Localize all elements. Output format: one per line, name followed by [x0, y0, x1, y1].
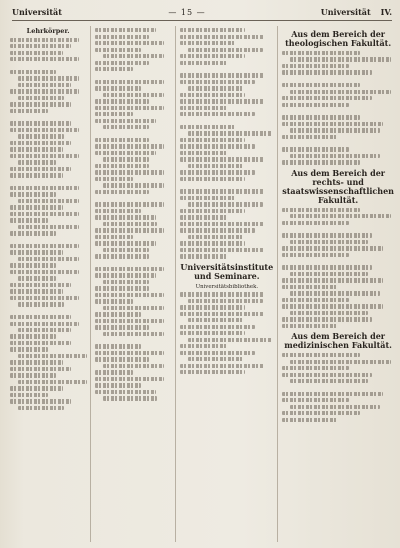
- text-line: [282, 70, 371, 74]
- text-line: [95, 215, 156, 219]
- text-line: [180, 189, 264, 193]
- text-line: [103, 248, 149, 252]
- text-line: [282, 285, 338, 289]
- text-line: [180, 151, 226, 155]
- text-line: [18, 406, 64, 410]
- text-line: [10, 263, 56, 267]
- text-line: [282, 135, 338, 139]
- text-line: [282, 253, 349, 257]
- text-line: [10, 44, 71, 48]
- text-line: [95, 67, 133, 71]
- text-line: [290, 360, 391, 364]
- text-line: [95, 48, 141, 52]
- text-line: [282, 64, 349, 68]
- text-line: [282, 353, 360, 357]
- text-line: [188, 235, 244, 239]
- text-line: [180, 325, 254, 329]
- text-line: [188, 318, 244, 322]
- text-line: [95, 99, 148, 103]
- text-line: [10, 334, 56, 338]
- text-line: [10, 393, 48, 397]
- text-line: [103, 396, 156, 400]
- text-line: [180, 331, 245, 335]
- text-line: [188, 202, 262, 206]
- text-line: [95, 344, 141, 348]
- column-3: [175, 26, 273, 542]
- text-line: [180, 125, 236, 129]
- text-line: [103, 364, 164, 368]
- column-2: [90, 26, 171, 542]
- text-line: [10, 399, 71, 403]
- text-line: [10, 244, 79, 248]
- text-line: [290, 272, 368, 276]
- text-line: [95, 151, 156, 155]
- text-line: [95, 35, 148, 39]
- text-line: [18, 257, 79, 261]
- section-number: IV.: [380, 7, 392, 17]
- text-line: [180, 106, 226, 110]
- text-line: [282, 278, 383, 282]
- text-line: [95, 106, 164, 110]
- text-line: [282, 411, 360, 415]
- text-line: [282, 208, 360, 212]
- text-line: [10, 57, 79, 61]
- text-line: [188, 357, 244, 361]
- text-line: [180, 93, 245, 97]
- text-line: [103, 54, 164, 58]
- text-line: [95, 293, 164, 297]
- text-line: [290, 57, 391, 61]
- text-line: [95, 325, 148, 329]
- header-left-title: Universität: [12, 7, 62, 17]
- text-line: [10, 212, 79, 216]
- text-line: [180, 170, 254, 174]
- text-line: [10, 283, 71, 287]
- text-line: [282, 51, 360, 55]
- text-line: [10, 341, 71, 345]
- text-line: [95, 144, 164, 148]
- text-line: [290, 128, 379, 132]
- text-line: [95, 241, 156, 245]
- text-line: [10, 205, 63, 209]
- text-line: [282, 83, 360, 87]
- text-line: [180, 351, 254, 355]
- text-line: [282, 147, 349, 151]
- text-line: [180, 364, 264, 368]
- page-header: [12, 5, 392, 19]
- text-line: [95, 254, 148, 258]
- text-line: [180, 41, 236, 45]
- text-line: [18, 380, 87, 384]
- column-3-heading: Universitätsinstitute und Seminare.: [180, 261, 274, 281]
- text-line: [180, 196, 236, 200]
- text-line: [10, 109, 48, 113]
- text-line: [95, 170, 164, 174]
- text-line: [103, 332, 164, 336]
- text-line: [103, 157, 149, 161]
- text-line: [282, 96, 371, 100]
- text-line: [95, 80, 164, 84]
- text-line: [95, 28, 156, 32]
- text-line: [180, 292, 264, 296]
- text-line: [282, 265, 371, 269]
- text-line: [282, 233, 371, 237]
- text-line: [282, 122, 383, 126]
- text-line: [95, 41, 164, 45]
- text-line: [95, 383, 141, 387]
- text-line: [282, 324, 338, 328]
- text-line: [95, 377, 164, 381]
- text-line: [95, 370, 133, 374]
- column-1-heading: Lehrkörper.: [26, 27, 70, 35]
- text-line: [95, 267, 164, 271]
- text-line: [180, 228, 254, 232]
- text-line: [10, 322, 79, 326]
- text-columns: [10, 26, 394, 542]
- text-line: [282, 373, 371, 377]
- text-line: [180, 177, 245, 181]
- text-line: [95, 286, 148, 290]
- text-line: [95, 138, 148, 142]
- text-line: [10, 231, 56, 235]
- text-line: [180, 157, 264, 161]
- text-line: [10, 147, 63, 151]
- text-line: [188, 48, 262, 52]
- medicine-heading: Aus dem Bereich der medizinischen Fakultät.: [284, 331, 392, 351]
- text-line: [180, 241, 245, 245]
- text-line: [95, 119, 156, 123]
- text-line: [95, 209, 141, 213]
- text-line: [282, 103, 349, 107]
- text-line: [18, 225, 79, 229]
- text-line: [103, 222, 156, 226]
- text-line: [18, 276, 56, 280]
- text-line: [290, 90, 391, 94]
- text-line: [10, 270, 79, 274]
- text-line: [10, 70, 56, 74]
- text-line: [18, 83, 71, 87]
- text-line: [18, 160, 56, 164]
- text-line: [282, 221, 349, 225]
- text-line: [282, 115, 360, 119]
- text-line: [10, 89, 79, 93]
- text-line: [18, 328, 71, 332]
- text-line: [18, 134, 64, 138]
- text-line: [180, 28, 245, 32]
- header-rule: [12, 20, 392, 21]
- library-subheading: Universitätsbibliothek.: [195, 283, 259, 290]
- text-line: [10, 296, 79, 300]
- text-line: [10, 218, 48, 222]
- text-line: [188, 338, 272, 342]
- text-line: [282, 246, 383, 250]
- law-heading: Aus dem Bereich der rechts- und staatswissenschaftlichen Fakultät.: [282, 167, 394, 205]
- text-line: [10, 289, 63, 293]
- text-line: [290, 291, 379, 295]
- text-line: [95, 390, 156, 394]
- text-line: [103, 93, 164, 97]
- text-line: [10, 121, 71, 125]
- text-line: [95, 299, 133, 303]
- text-line: [180, 80, 254, 84]
- text-line: [180, 222, 264, 226]
- text-line: [10, 192, 56, 196]
- text-line: [18, 354, 87, 358]
- text-line: [10, 250, 63, 254]
- text-line: [95, 357, 148, 361]
- text-line: [10, 51, 63, 55]
- text-line: [18, 199, 79, 203]
- text-line: [290, 379, 368, 383]
- text-line: [103, 306, 164, 310]
- text-line: [95, 273, 156, 277]
- text-line: [103, 183, 164, 187]
- text-line: [10, 367, 71, 371]
- text-line: [95, 112, 133, 116]
- text-line: [180, 312, 264, 316]
- text-line: [18, 96, 64, 100]
- text-line: [290, 214, 391, 218]
- text-line: [95, 312, 141, 316]
- text-line: [290, 154, 379, 158]
- text-line: [95, 61, 148, 65]
- column-4: [277, 26, 394, 542]
- text-line: [188, 164, 244, 168]
- text-line: [10, 373, 56, 377]
- text-line: [10, 167, 71, 171]
- text-line: [95, 86, 141, 90]
- text-line: [282, 304, 383, 308]
- text-line: [282, 298, 349, 302]
- text-line: [95, 228, 164, 232]
- theology-heading: Aus dem Bereich der theologischen Fakultät.: [285, 29, 392, 48]
- text-line: [10, 128, 79, 132]
- text-line: [282, 317, 371, 321]
- text-line: [180, 54, 245, 58]
- text-line: [180, 305, 245, 309]
- text-line: [180, 248, 264, 252]
- text-line: [282, 398, 349, 402]
- text-line: [95, 190, 148, 194]
- text-line: [188, 131, 272, 135]
- column-1: [10, 26, 86, 542]
- text-line: [180, 99, 264, 103]
- text-line: [18, 302, 64, 306]
- text-line: [180, 370, 245, 374]
- text-line: [18, 76, 79, 80]
- text-line: [10, 315, 71, 319]
- text-line: [180, 35, 264, 39]
- text-line: [95, 319, 164, 323]
- text-line: [180, 112, 254, 116]
- text-line: [180, 73, 264, 77]
- text-line: [290, 240, 368, 244]
- text-line: [95, 351, 164, 355]
- text-line: [188, 299, 262, 303]
- text-line: [282, 160, 360, 164]
- text-line: [10, 173, 63, 177]
- text-line: [180, 254, 226, 258]
- text-line: [10, 360, 63, 364]
- text-line: [95, 177, 133, 181]
- text-line: [10, 154, 79, 158]
- text-line: [95, 164, 148, 168]
- text-line: [10, 102, 71, 106]
- text-line: [10, 386, 63, 390]
- text-line: [188, 86, 244, 90]
- text-line: [180, 144, 254, 148]
- text-line: [180, 209, 245, 213]
- text-line: [282, 418, 338, 422]
- text-line: [95, 235, 133, 239]
- text-line: [10, 38, 79, 42]
- text-line: [290, 405, 379, 409]
- text-line: [282, 392, 383, 396]
- text-line: [290, 311, 368, 315]
- text-line: [10, 186, 79, 190]
- text-line: [103, 125, 149, 129]
- text-line: [180, 61, 226, 65]
- text-line: [180, 138, 245, 142]
- text-line: [95, 202, 164, 206]
- header-right-title: Universität: [320, 7, 371, 17]
- text-line: [282, 366, 349, 370]
- text-line: [180, 215, 226, 219]
- text-line: [180, 344, 226, 348]
- text-line: [10, 347, 48, 351]
- text-line: [103, 280, 149, 284]
- text-line: [10, 141, 71, 145]
- page-number: — 15 —: [168, 7, 206, 17]
